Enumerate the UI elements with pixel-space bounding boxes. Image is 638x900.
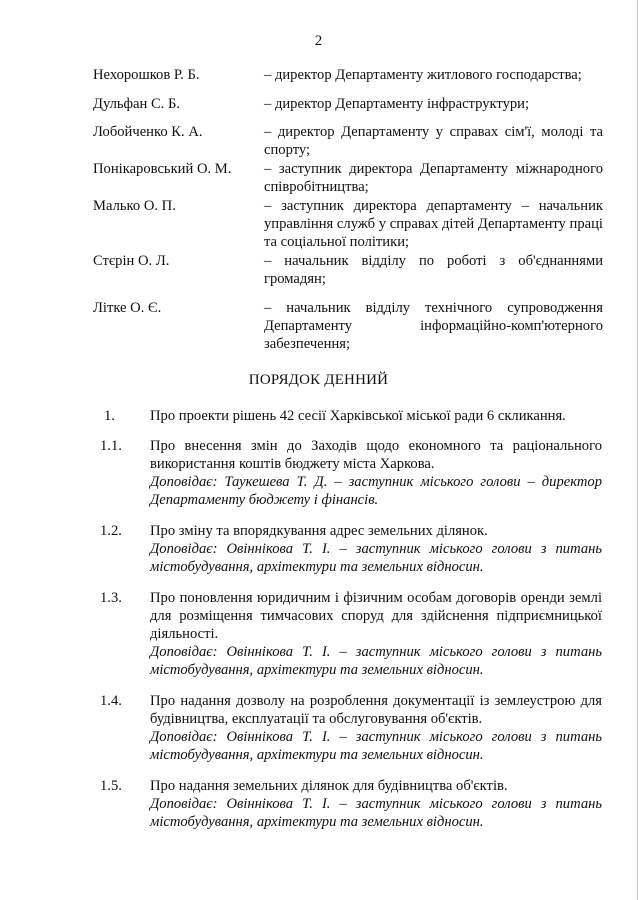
agenda-item (96, 589, 602, 679)
agenda-item-text: Про поновлення юридичним і фізичним особам договорів оренди землі для розміщення тимчасових споруд для здійснення підприємницької діяльності. (150, 590, 602, 642)
agenda-item-text: Про проекти рішень 42 сесії Харківської міської ради 6 скликання. (150, 408, 566, 424)
attendee-row (93, 299, 603, 353)
agenda-item-number: 1. (104, 408, 115, 424)
attendee-role: – заступник директора департаменту – начальник управління служб у справах дітей Департаменту праці та соціальної політики; (264, 198, 603, 250)
agenda-item (96, 407, 602, 425)
agenda-item (96, 522, 602, 576)
agenda-item-content (150, 589, 602, 679)
agenda-item (96, 777, 602, 831)
attendee-role: – начальник відділу технічного супроводження Департаменту інформаційно-комп'ютерного забезпечення; (264, 300, 603, 352)
attendee-row (93, 95, 603, 113)
agenda-item-content (150, 777, 602, 831)
agenda-title: ПОРЯДОК ДЕННИЙ (248, 372, 389, 388)
attendee-role: – директор Департаменту житлового господарства; (264, 67, 582, 83)
attendee-row (93, 197, 603, 251)
attendee-name: Нехорошков Р. Б. (93, 67, 200, 83)
attendee-row (93, 66, 603, 84)
attendee-row (93, 123, 603, 159)
attendee-name: Стєрін О. Л. (93, 253, 170, 269)
agenda-item-text: Про надання дозволу на розроблення документації із землеустрою для будівництва, експлуатації та обслуговування об'єктів. (150, 693, 602, 727)
agenda-item-content (150, 692, 602, 764)
agenda-item-number: 1.5. (100, 778, 122, 794)
attendee-role: – заступник директора Департаменту міжнародного співробітництва; (264, 161, 603, 195)
agenda-item-text: Про надання земельних ділянок для будівництва об'єктів. (150, 778, 508, 794)
agenda-item-content (150, 407, 602, 425)
attendee-name: Лобойченко К. А. (93, 124, 203, 140)
agenda-list (96, 407, 602, 831)
attendee-name: Дульфан С. Б. (93, 96, 180, 112)
page-number: 2 (314, 33, 323, 49)
agenda-item-content (150, 522, 602, 576)
attendee-name: Літке О. Є. (93, 300, 162, 316)
agenda-item-text: Про внесення змін до Заходів щодо економного та раціонального використання коштів бюджету міста Харкова. (150, 438, 602, 472)
attendee-row (93, 252, 603, 288)
agenda-item-content (150, 437, 602, 509)
agenda-item-speaker: Доповідає: Овіннікова Т. І. – заступник міського голови з питань містобудування, архітектури та земельних відносин. (150, 541, 602, 575)
agenda-item-number: 1.4. (100, 693, 122, 709)
agenda-item-speaker: Доповідає: Овіннікова Т. І. – заступник міського голови з питань містобудування, архітектури та земельних відносин. (150, 644, 602, 678)
agenda-item-speaker: Доповідає: Овіннікова Т. І. – заступник міського голови з питань містобудування, архітектури та земельних відносин. (150, 796, 602, 830)
attendee-row (93, 160, 603, 196)
attendee-role: – начальник відділу по роботі з об'єднаннями громадян; (264, 253, 603, 287)
attendee-role: – директор Департаменту інфраструктури; (264, 96, 530, 112)
agenda-item-number: 1.1. (100, 438, 122, 454)
agenda-item-number: 1.2. (100, 523, 122, 539)
attendee-name: Малько О. П. (93, 198, 176, 214)
attendee-role: – директор Департаменту у справах сім'ї, молоді та спорту; (264, 124, 603, 158)
agenda-item (96, 692, 602, 764)
agenda-item-number: 1.3. (100, 590, 122, 606)
attendee-list (93, 66, 603, 353)
attendee-name: Понікаровський О. М. (93, 161, 232, 177)
agenda-item (96, 437, 602, 509)
agenda-item-text: Про зміну та впорядкування адрес земельних ділянок. (150, 523, 488, 539)
agenda-item-speaker: Доповідає: Таукешева Т. Д. – заступник міського голови – директор Департаменту бюджету і фінансів. (150, 474, 602, 508)
agenda-item-speaker: Доповідає: Овіннікова Т. І. – заступник міського голови з питань містобудування, архітектури та земельних відносин. (150, 729, 602, 763)
